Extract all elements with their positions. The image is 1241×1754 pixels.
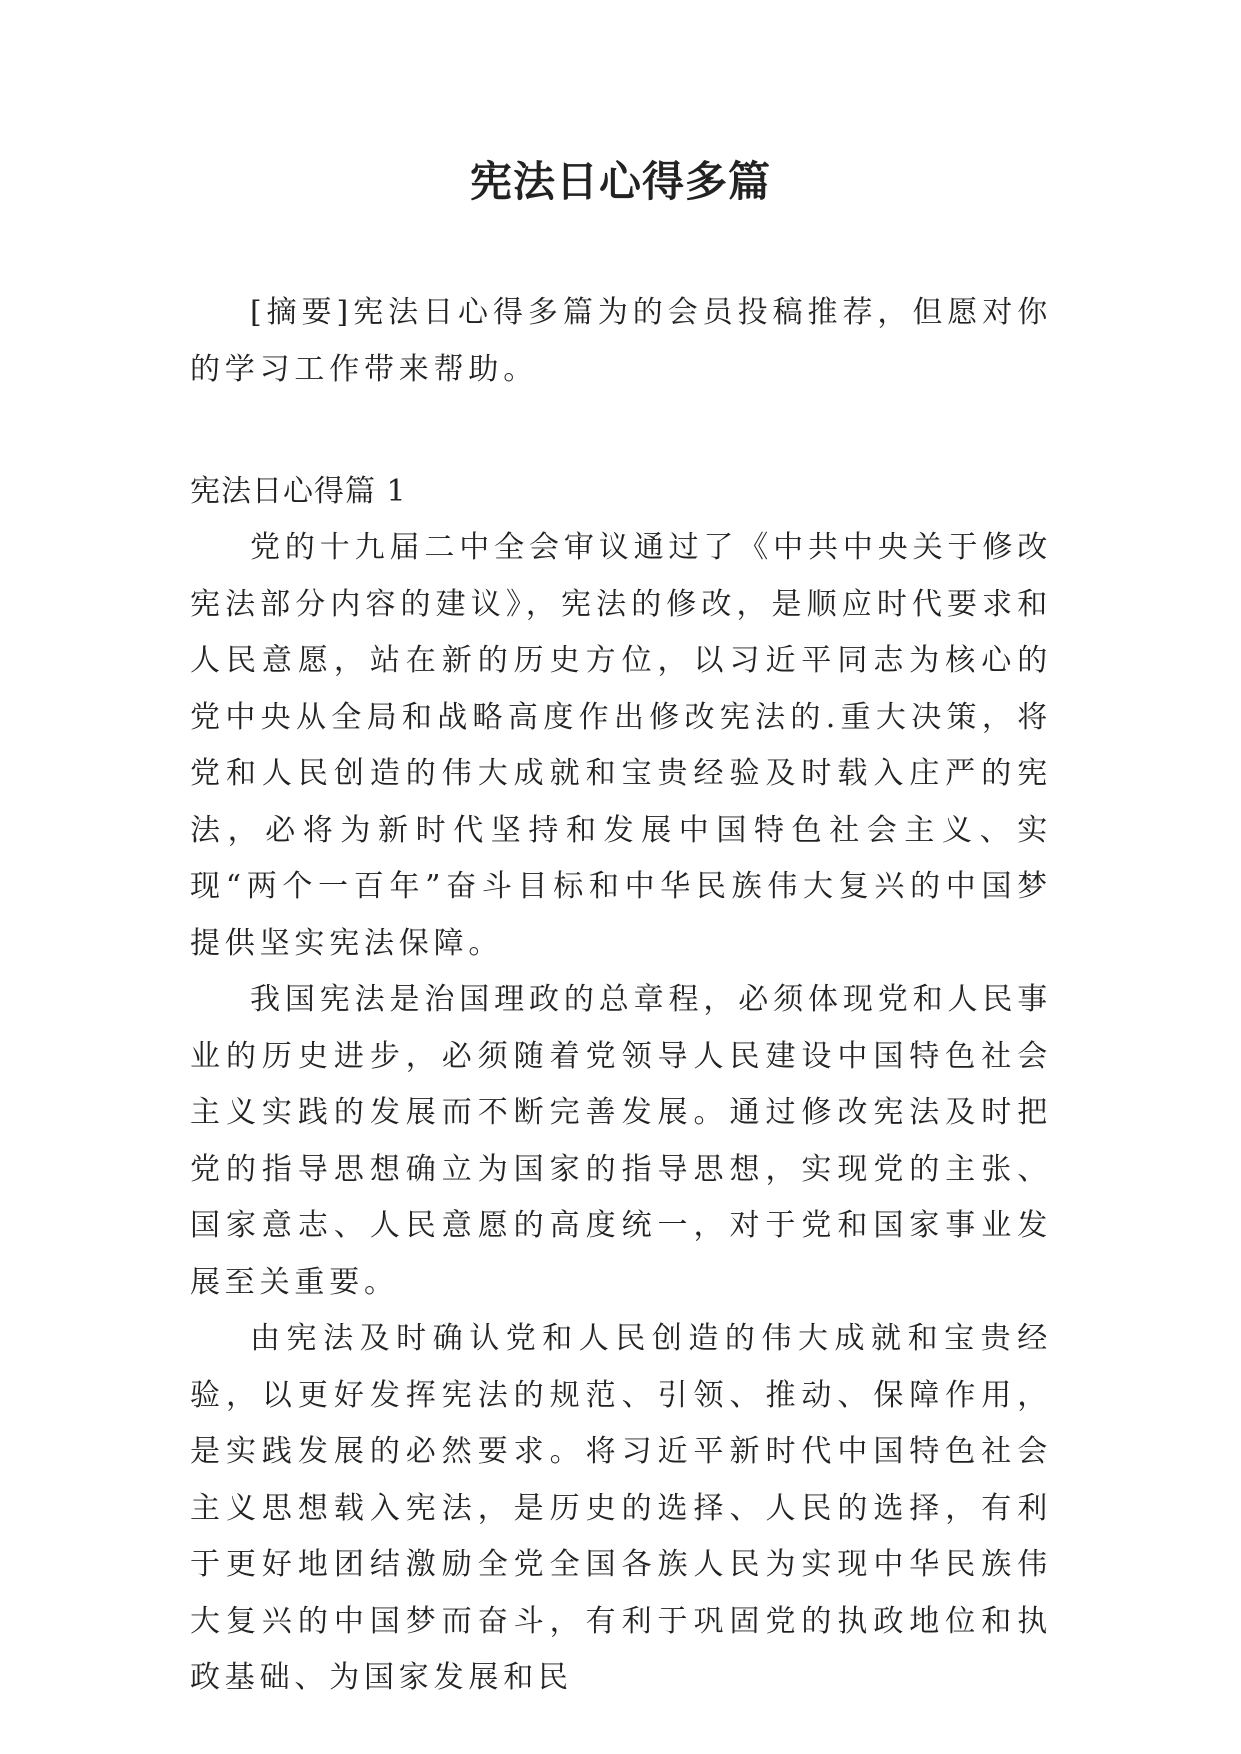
content-block bbox=[190, 520, 1052, 1707]
document-title: 宪法日心得多篇 bbox=[469, 157, 771, 206]
body-paragraph-1: 党的十九届二中全会审议通过了《中共中央关于修改宪法部分内容的建议》，宪法的修改，是顺应时代要求和人民意愿，站在新的历史方位，以习近平同志为核心的党中央从全局和战略高度作出修改宪法的.重大决策，将党和人民创造的伟大成就和宝贵经验及时载入庄严的宪法，必将为新时代坚持和发展中国特色社会主义、实现“两个一百年”奋斗目标和中华民族伟大复兴的中国梦提供坚实宪法保障。 bbox=[190, 530, 1052, 961]
abstract-block bbox=[190, 285, 1052, 398]
section-heading: 宪法日心得篇 1 bbox=[190, 474, 407, 509]
abstract-paragraph: [摘要]宪法日心得多篇为的会员投稿推荐，但愿对你的学习工作带来帮助。 bbox=[190, 295, 1052, 387]
body-paragraph-3: 由宪法及时确认党和人民创造的伟大成就和宝贵经验，以更好发挥宪法的规范、引领、推动、保障作用，是实践发展的必然要求。将习近平新时代中国特色社会主义思想载入宪法，是历史的选择、人民的选择，有利于更好地团结激励全党全国各族人民为实现中华民族伟大复兴的中国梦而奋斗，有利于巩固党的执政地位和执政基础、为国家发展和民 bbox=[190, 1321, 1052, 1695]
body-paragraph-2: 我国宪法是治国理政的总章程，必须体现党和人民事业的历史进步，必须随着党领导人民建设中国特色社会主义实践的发展而不断完善发展。通过修改宪法及时把党的指导思想确立为国家的指导思想，实现党的主张、国家意志、人民意愿的高度统一，对于党和国家事业发展至关重要。 bbox=[190, 982, 1052, 1300]
